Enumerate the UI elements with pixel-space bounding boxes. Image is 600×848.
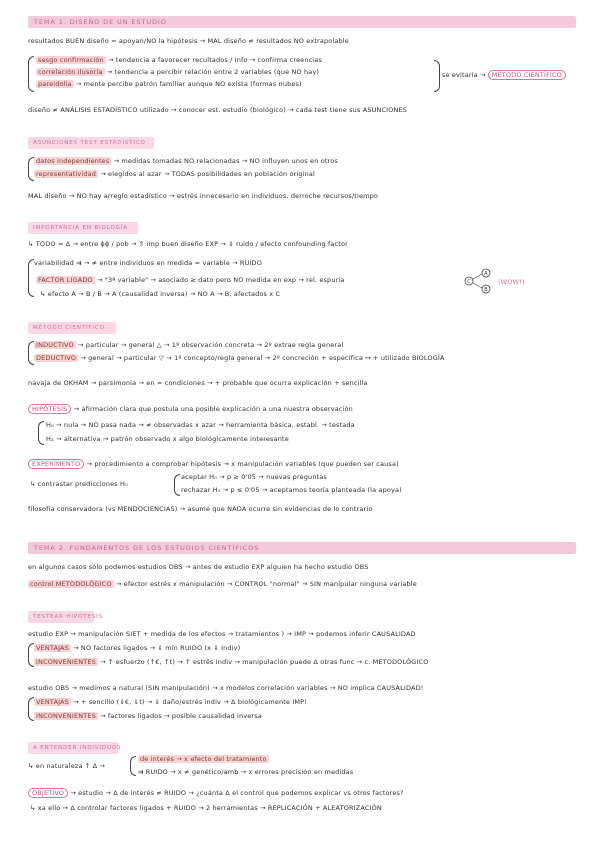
- text-line: ↳ efecto A → B / B → A (causalidad inversa) → NO A → B, afectados x C: [40, 290, 281, 298]
- text-line: filosofía conservadora (vs MENDOCIENCIAS) → asume que NADA ocurre sin evidencias de lo contrario: [28, 505, 373, 513]
- subheader-asunciones: [28, 137, 154, 149]
- text-line: variabilidad ⇉ → ≠ entre individuos en medida = variable → RUIDO: [34, 259, 262, 267]
- text-line: navaja de OKHAM → parsimonia → en = condiciones → + probable que ocurra explicación + sencilla: [28, 379, 368, 387]
- term-highlight: pareidolia: [38, 80, 72, 88]
- conclusion-text: se evitaría →: [442, 71, 486, 79]
- boxed-term: OBJETIVO: [28, 788, 68, 798]
- term-highlight: representatividad: [36, 170, 97, 178]
- boxed-term: EXPERIMENTO: [28, 459, 84, 469]
- text-line: ↳ TODO = Δ → entre ϕϕ / pob → ⇑ imp buen diseño EXP → ⇓ ruido / efecto confounding factor: [28, 240, 348, 248]
- subheader-metodo: [28, 322, 116, 334]
- term-description: → elegidos al azar → TODAS posibilidades en población original: [100, 170, 316, 178]
- text-line: ↳ en naturaleza ↑ Δ →: [28, 762, 106, 770]
- left-brace: [130, 756, 136, 776]
- term-description: → + sencillo (⇓€, ⇓t) → ⇓ daño/estrés indiv → Δ biológicamente IMP!: [73, 698, 308, 706]
- text-line: [138, 755, 269, 764]
- text-line: H₀ → nula → NO pasa nada → ≠ observadas x azar → herramienta básica, establ. → testada: [46, 421, 355, 429]
- subheader-title: IMPORTANCIA EN BIOLOGÍA: [33, 225, 128, 231]
- term-highlight: control METODOLÓGICO: [30, 580, 112, 588]
- text-line: resultados BUEN diseño = apoyan/NO la hipótesis → MAL diseño ≠ resultados NO extrapolable: [28, 37, 349, 45]
- subheader-title: ASUNCIONES TEST ESTADÍSTICO: [33, 140, 146, 146]
- term-highlight: DEDUCTIVO: [36, 354, 77, 362]
- list-item: [34, 712, 262, 721]
- term-highlight: sesgo confirmación: [38, 56, 104, 64]
- term-description: → ↑ esfuerzo (↑€, ↑t) → ↑ estrés indiv → manipulación puede Δ otras func → c. METODOLÓGICO: [100, 658, 429, 666]
- annotation: (WOW!): [498, 278, 525, 286]
- text-line: ↳ contrastar predicciones H₀: [30, 480, 128, 488]
- term-highlight: INCONVENIENTES: [36, 658, 96, 666]
- text-line: estudio EXP → manipulación SIET + medida de los efectos → tratamientos ) → IMP → podemos inferir CAUSALIDAD: [28, 630, 416, 638]
- node-label: B: [484, 287, 488, 293]
- term-highlight: de interés → x efecto del tratamiento: [140, 755, 267, 763]
- arrow-icon: [473, 274, 482, 279]
- subheader-title: TESTEAR HIPÓTESIS: [33, 614, 103, 620]
- list-item: [34, 170, 315, 179]
- subheader-testear: [28, 611, 103, 623]
- left-brace: [174, 474, 180, 496]
- section-title: TEMA 1. DISEÑO DE UN ESTUDIO: [34, 18, 167, 26]
- term-description: → procedimiento a comprobar hipótesis → x manipulación variables (que pueden ser causa): [86, 460, 399, 468]
- text-line: rechazar H₀ → p ≤ 0'05 → aceptamos teoría planteada (la apoya): [181, 486, 402, 494]
- text-line: MAL diseño → NO hay arreglo estadístico → estrés innecesario en individuos, derroche recursos/tiempo: [28, 192, 378, 200]
- text-line: ↳ xa ello → Δ controlar factores ligados + RUIDO → 2 herramientas → REPLICACIÓN + ALEATORIZACIÓN: [30, 804, 382, 812]
- node-label: A: [484, 271, 488, 277]
- experiment-line: [28, 460, 399, 469]
- conclusion: [442, 71, 566, 80]
- text-line: aceptar H₀ → p ≥ 0'05 → nuevas preguntas: [181, 473, 327, 481]
- subheader-entender: [28, 742, 122, 754]
- objective-line: [28, 789, 404, 798]
- term-description: → particular → general △ → 1º observación concreta → 2º extrae regla general: [78, 341, 344, 349]
- left-brace: [28, 56, 34, 92]
- term-description: → general → particular ▽ → 1º concepto/regla general → 2º concreción + específica ↦ + utilizado BIOLOGÍA: [80, 354, 445, 362]
- subheader-importancia: [28, 222, 138, 234]
- list-item: [36, 68, 319, 77]
- node-label: C: [467, 279, 471, 285]
- hypothesis-line: [28, 405, 353, 414]
- arrow-icon: [473, 283, 482, 288]
- term-highlight: correlación ilusoria: [38, 68, 103, 76]
- term-highlight: VENTAJAS: [36, 644, 69, 652]
- term-description: → medidas tomadas NO relacionadas → NO influyen unos en otros: [113, 157, 338, 165]
- section-header-tema1: [28, 16, 576, 28]
- list-item: [34, 658, 428, 667]
- term-description: → estudio → Δ de interés ≠ RUIDO → ¿cuánta Δ el control que podemos explicar vs otros factores?: [70, 789, 404, 797]
- abc-causal-diagram: [462, 266, 496, 296]
- term-description: → afirmación clara que postula una posible explicación a una nuestra observación: [73, 405, 353, 413]
- section-header-tema2: [28, 542, 576, 554]
- text-line: H₁ → alternativa → patrón observado x algo biológicamente interesante: [46, 435, 289, 443]
- term-description: → NO factores ligados → ⇓ mín RUIDO (x ⇓ indiv): [73, 644, 241, 652]
- term-description: → efector estrés x manipulación → CONTROL "normal" → SIN manipular ninguna variable: [115, 580, 417, 588]
- term-description: → tendencia a percibir relación entre 2 variables (que NO hay): [106, 68, 320, 76]
- list-item: [34, 341, 343, 350]
- list-item: [34, 698, 307, 707]
- text-line: en algunos casos sólo podemos estudios OBS → antes de estudio EXP alguien ha hecho estudio OBS: [28, 563, 369, 571]
- term-description: → mente percibe patrón familiar aunque NO exista (formas nubes): [75, 80, 302, 88]
- subheader-title: MÉTODO CIENTÍFICO: [33, 325, 105, 331]
- term-description: → "3ª variable" → asociado ≥ dato pero NO medida en exp → rel. espuria: [97, 276, 345, 284]
- text-line: diseño ≠ ANÁLISIS ESTADÍSTICO utilizado → conocer est. estudio (biológico) → cada test tiene sus ASUNCIONES: [28, 106, 408, 114]
- text-line: estudio OBS → medimos a natural (SIN manipulación) → x modelos correlación variables → NO implica CAUSALIDAD!: [28, 684, 424, 692]
- list-item: [34, 644, 240, 653]
- list-item: [36, 56, 322, 65]
- list-item: [34, 354, 445, 363]
- boxed-term: MÉTODO CIENTÍFICO: [488, 70, 566, 80]
- list-item: [34, 157, 338, 166]
- control-line: [28, 580, 417, 589]
- right-brace: [434, 60, 440, 92]
- section-title: TEMA 2. FUNDAMENTOS DE LOS ESTUDIOS CIENTÍFICOS: [34, 544, 260, 552]
- term-description: → factores ligados → posible causalidad inversa: [100, 712, 262, 720]
- term-highlight: INCONVENIENTES: [36, 712, 96, 720]
- list-item: [36, 80, 302, 89]
- list-item: [36, 276, 345, 285]
- text-line: ⇉ RUIDO → x ≠ genético/amb → x errores precisión en medidas: [138, 768, 354, 776]
- term-description: → tendencia a favorecer recultados / info → confirma creencias: [107, 56, 322, 64]
- term-highlight: VENTAJAS: [36, 698, 69, 706]
- term-highlight: FACTOR LIGADO: [38, 276, 93, 284]
- term-highlight: datos independientes: [36, 157, 110, 165]
- boxed-term: HIPÓTESIS: [28, 404, 71, 414]
- term-highlight: INDUCTIVO: [36, 341, 74, 349]
- left-brace: [38, 421, 44, 445]
- subheader-title: A ENTENDER INDIVIDUOS: [33, 745, 122, 751]
